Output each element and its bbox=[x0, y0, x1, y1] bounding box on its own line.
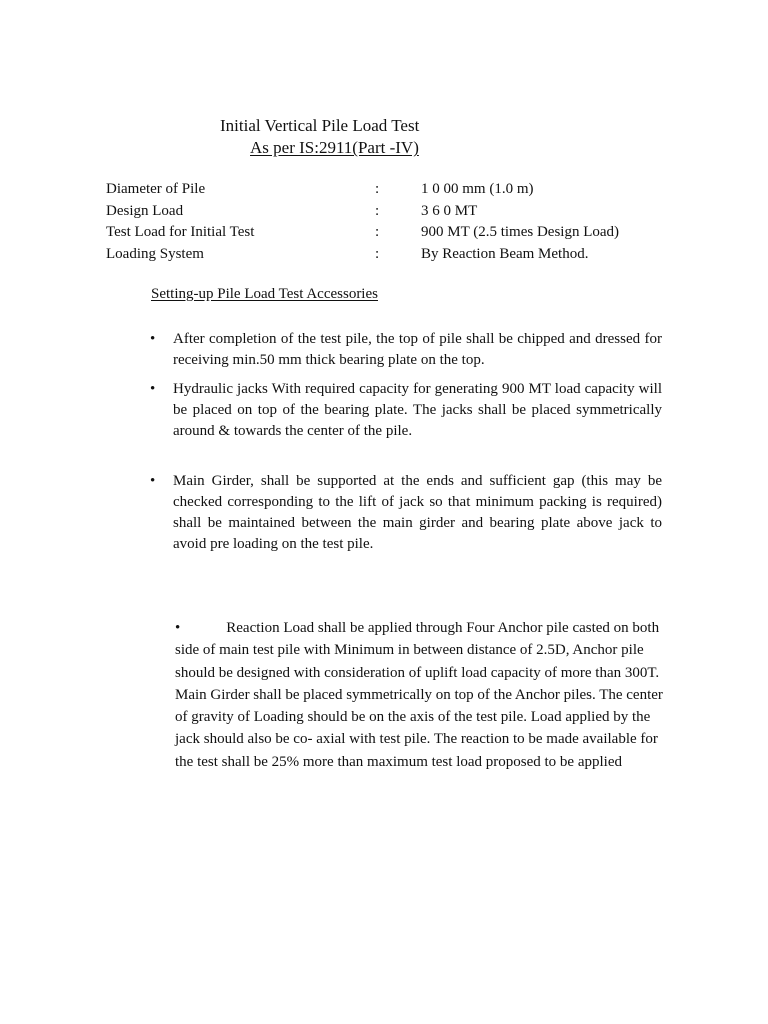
bullet-marker: • bbox=[175, 620, 181, 636]
list-item-text: Main Girder, shall be supported at the ends and sufficient gap (this may be checked corresponding to the lift of jack so that minimum packing is required) shall be maintained between the main girder and bearing plate above jack to avoid pre loading on the test pile. bbox=[173, 473, 662, 552]
list-item-reaction-load bbox=[175, 617, 669, 773]
spec-value: By Reaction Beam Method. bbox=[421, 246, 589, 262]
spec-colon: : bbox=[375, 224, 380, 240]
bullet-marker: • bbox=[150, 473, 156, 489]
spec-colon: : bbox=[375, 181, 380, 197]
spec-value: 1 0 00 mm (1.0 m) bbox=[421, 181, 534, 197]
spec-value: 3 6 0 MT bbox=[421, 203, 478, 219]
spec-label: Diameter of Pile bbox=[106, 181, 206, 197]
bullet-marker: • bbox=[150, 331, 156, 347]
spec-row bbox=[106, 203, 666, 225]
spec-label: Test Load for Initial Test bbox=[106, 224, 255, 240]
list-item-text: After completion of the test pile, the top of pile shall be chipped and dressed for receiving min.50 mm thick bearing plate on the top. bbox=[173, 331, 662, 368]
spec-label: Design Load bbox=[106, 203, 184, 219]
spec-colon: : bbox=[375, 203, 380, 219]
list-item bbox=[150, 471, 662, 555]
section-heading: Setting-up Pile Load Test Accessories bbox=[151, 286, 378, 302]
list-item-text: Reaction Load shall be applied through Four Anchor pile casted on both side of main test pile with Minimum in between distance of 2.5D, Anchor pile should be designed with consideration of uplift load capacity of more than 300T. Main Girder shall be placed symmetrically on top of the Anchor piles. The center of gravity of Loading should be on the axis of the test pile. Load applied by the jack should also be co- axial with test pile. The reaction to be made available for the test shall be 25% more than maximum test load proposed to be applied bbox=[175, 620, 663, 770]
spec-row bbox=[106, 246, 666, 268]
list-item-text: Hydraulic jacks With required capacity for generating 900 MT load capacity will be placed on top of the bearing plate. The jacks shall be placed symmetrically around & towards the center of the pile. bbox=[173, 381, 662, 439]
title-line-2: As per IS:2911(Part -IV) bbox=[250, 138, 419, 157]
spec-colon: : bbox=[375, 246, 380, 262]
spec-row bbox=[106, 224, 666, 246]
list-item bbox=[150, 379, 662, 442]
spec-row bbox=[106, 181, 666, 203]
bullet-marker: • bbox=[150, 381, 156, 397]
list-item bbox=[150, 329, 662, 371]
spec-label: Loading System bbox=[106, 246, 204, 262]
spec-value: 900 MT (2.5 times Design Load) bbox=[421, 224, 620, 240]
title-line-1: Initial Vertical Pile Load Test bbox=[220, 116, 420, 135]
